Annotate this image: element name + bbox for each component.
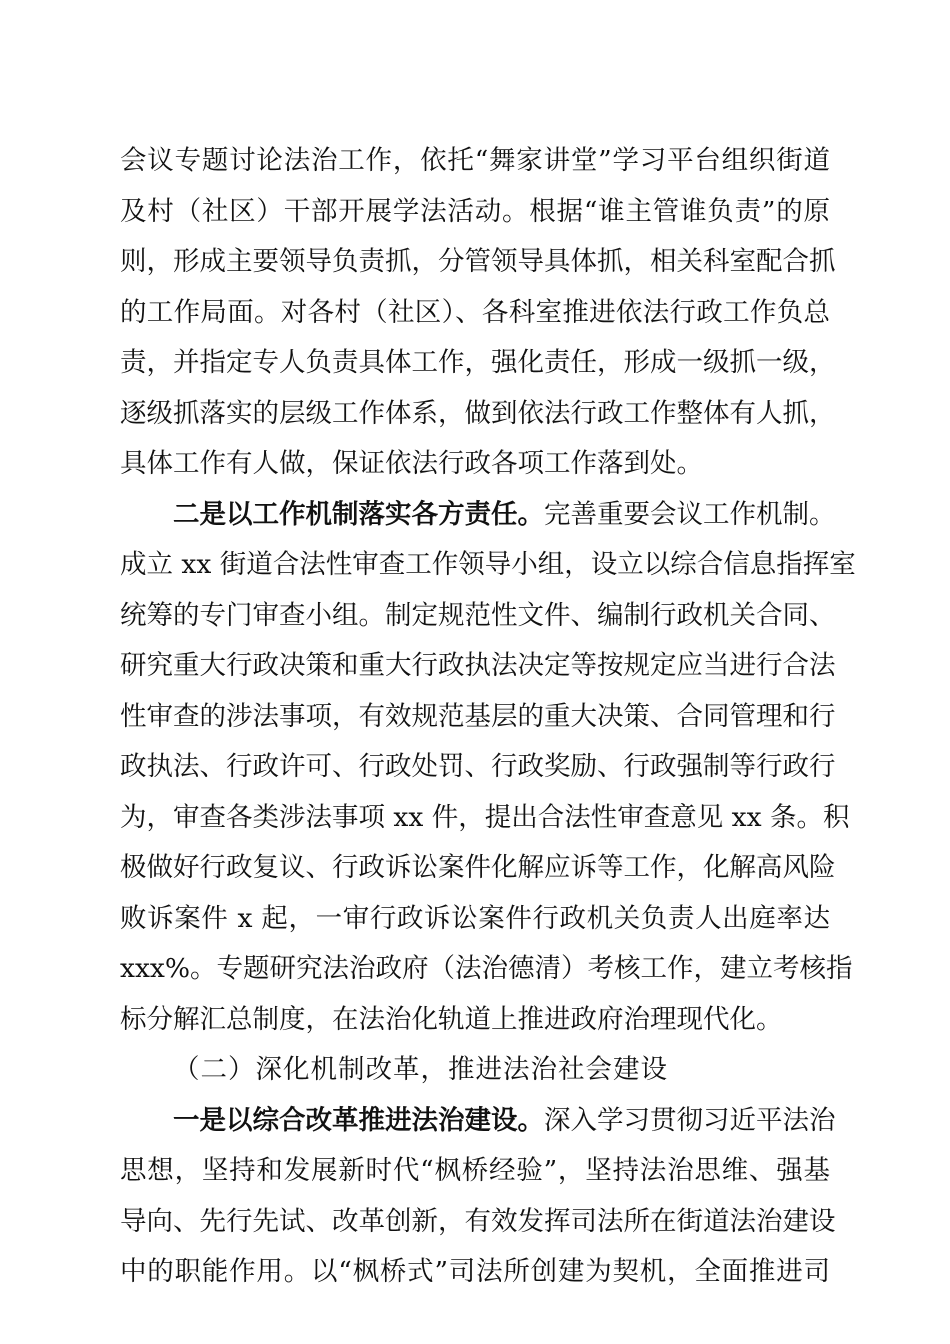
paragraph-line: 性审查的涉法事项，有效规范基层的重大决策、合同管理和行 [120,701,836,732]
paragraph-line: 败诉案件 x 起，一审行政诉讼案件行政机关负责人出庭率达 [120,903,830,934]
paragraph-line: 责，并指定专人负责具体工作，强化责任，形成一级抓一级， [120,347,836,378]
paragraph-lead-line [173,495,836,535]
paragraph-line: 的工作局面。对各村（社区）、各科室推进依法行政工作负总 [120,297,830,328]
paragraph-line: 极做好行政复议、行政诉讼案件化解应诉等工作，化解高风险 [120,852,836,883]
paragraph-lead-bold: 二是以工作机制落实各方责任。 [173,499,544,530]
paragraph-line: 中的职能作用。以“枫桥式”司法所创建为契机，全面推进司 [120,1256,830,1287]
paragraph-line: 统筹的专门审查小组。制定规范性文件、编制行政机关合同、 [120,600,836,631]
paragraph-lead-text: 完善重要会议工作机制。 [544,499,836,530]
paragraph-line: xxx%。专题研究法治政府（法治德清）考核工作，建立考核指 [120,953,853,984]
paragraph-lead-line [173,1101,836,1141]
paragraph-line: 会议专题讨论法治工作，依托“舞家讲堂”学习平台组织街道 [120,145,830,176]
paragraph-line: 标分解汇总制度，在法治化轨道上推进政府治理现代化。 [120,1004,783,1035]
paragraph-line: 具体工作有人做，保证依法行政各项工作落到处。 [120,448,703,479]
paragraph-line: 及村（社区）干部开展学法活动。根据“谁主管谁负责”的原 [120,196,830,227]
paragraph-lead-text: 深入学习贯彻习近平法治 [544,1105,836,1136]
paragraph-lead-bold: 一是以综合改革推进法治建设。 [173,1105,544,1136]
paragraph-line: 成立 xx 街道合法性审查工作领导小组，设立以综合信息指挥室 [120,549,856,580]
paragraph-line: 为，审查各类涉法事项 xx 件，提出合法性审查意见 xx 条。积 [120,802,850,833]
paragraph-line: 则，形成主要领导负责抓，分管领导具体抓，相关科室配合抓 [120,246,836,277]
paragraph-line: 研究重大行政决策和重大行政执法决定等按规定应当进行合法 [120,650,836,681]
section-heading: （二）深化机制改革，推进法治社会建设 [173,1054,668,1085]
paragraph-line: 逐级抓落实的层级工作体系，做到依法行政工作整体有人抓， [120,398,836,429]
paragraph-line: 思想，坚持和发展新时代“枫桥经验”，坚持法治思维、强基 [120,1155,830,1186]
paragraph-line: 导向、先行先试、改革创新，有效发挥司法所在街道法治建设 [120,1206,836,1237]
paragraph-line: 政执法、行政许可、行政处罚、行政奖励、行政强制等行政行 [120,751,836,782]
